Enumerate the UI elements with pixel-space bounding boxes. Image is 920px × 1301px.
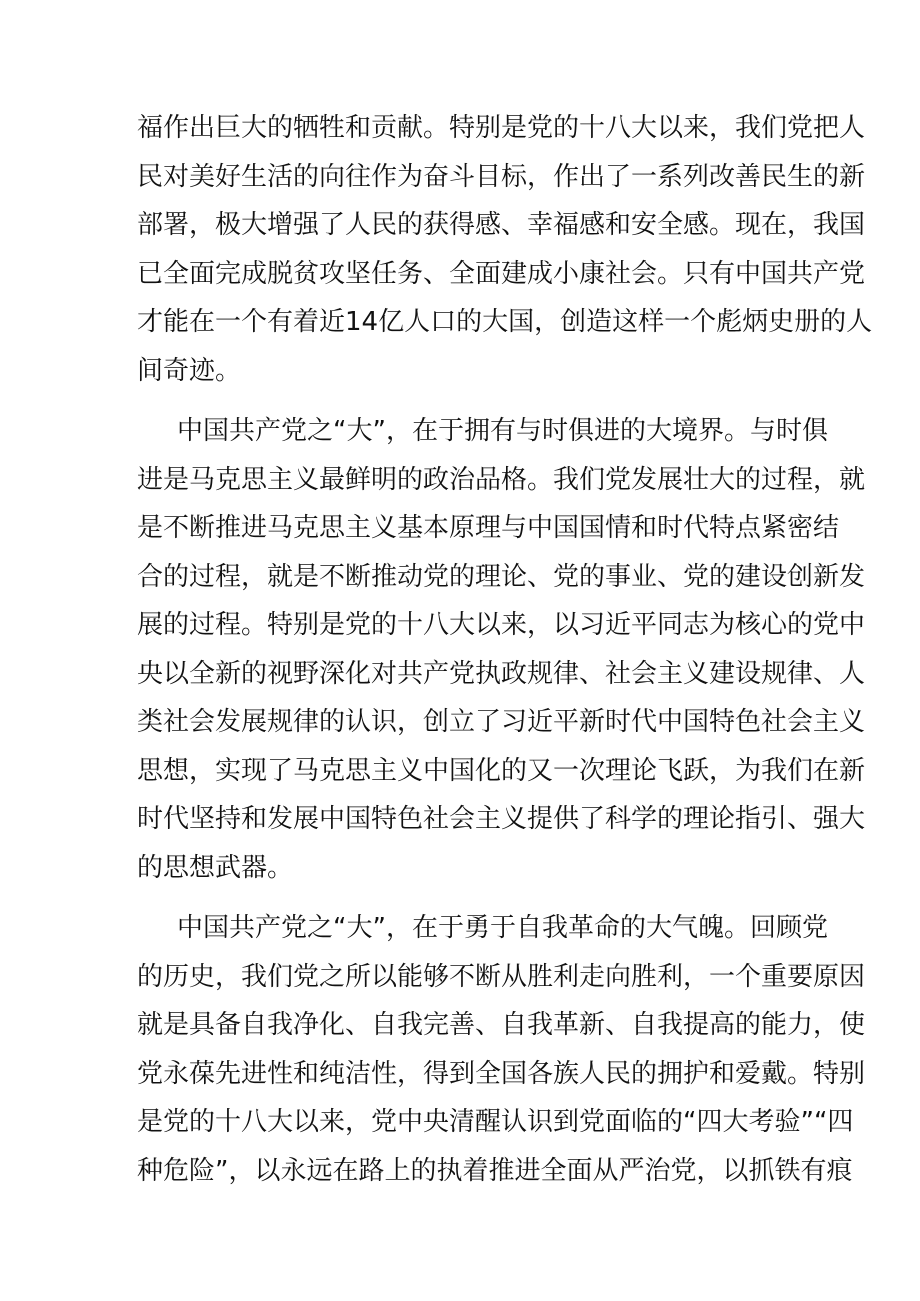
text-line: 时代坚持和发展中国特色社会主义提供了科学的理论指引、强大	[137, 804, 866, 834]
text-line: 民对美好生活的向往作为奋斗目标，作出了一系列改善民生的新	[137, 161, 866, 192]
text-line: 种危险”，以永远在路上的执着推进全面从严治党，以抓铁有痕	[137, 1155, 853, 1186]
text-line: 间奇迹。	[137, 355, 242, 386]
text-line: 中国共产党之“大”，在于拥有与时俱进的大境界。与时俱	[177, 416, 828, 446]
text-line: 福作出巨大的牺牲和贡献。特别是党的十八大以来，我们党把人	[137, 113, 866, 143]
text-line: 就是具备自我净化、自我完善、自我革新、自我提高的能力，使	[137, 1010, 866, 1040]
text-line: 是党的十八大以来，党中央清醒认识到党面临的“四大考验”“四	[137, 1107, 854, 1137]
text-line: 展的过程。特别是党的十八大以来，以习近平同志为核心的党中	[137, 610, 866, 640]
text-line: 央以全新的视野深化对共产党执政规律、社会主义建设规律、人	[137, 658, 866, 689]
text-line: 已全面完成脱贫攻坚任务、全面建成小康社会。只有中国共产党	[137, 258, 866, 289]
text-line: 类社会发展规律的认识，创立了习近平新时代中国特色社会主义	[137, 707, 866, 737]
paragraph-1	[137, 104, 873, 395]
text-line: 中国共产党之“大”，在于勇于自我革命的大气魄。回顾党	[177, 913, 828, 943]
document-body	[137, 104, 873, 1195]
text-line: 的历史，我们党之所以能够不断从胜利走向胜利，一个重要原因	[137, 961, 866, 992]
text-line: 是不断推进马克思主义基本原理与中国国情和时代特点紧密结	[137, 513, 840, 543]
text-line: 部署，极大增强了人民的获得感、幸福感和安全感。现在，我国	[137, 210, 866, 240]
paragraph-3	[137, 904, 866, 1195]
text-line: 合的过程，就是不断推动党的理论、党的事业、党的建设创新发	[137, 561, 866, 592]
text-line: 进是马克思主义最鲜明的政治品格。我们党发展壮大的过程，就	[137, 464, 866, 495]
text-line: 的思想武器。	[137, 852, 294, 883]
text-line: 才能在一个有着近14亿人口的大国，创造这样一个彪炳史册的人	[137, 307, 873, 337]
paragraph-spacer	[137, 892, 787, 904]
paragraph-2	[137, 407, 866, 892]
paragraph-spacer	[137, 395, 787, 407]
text-line: 党永葆先进性和纯洁性，得到全国各族人民的拥护和爱戴。特别	[137, 1058, 866, 1089]
text-line: 思想，实现了马克思主义中国化的又一次理论飞跃，为我们在新	[137, 755, 866, 786]
